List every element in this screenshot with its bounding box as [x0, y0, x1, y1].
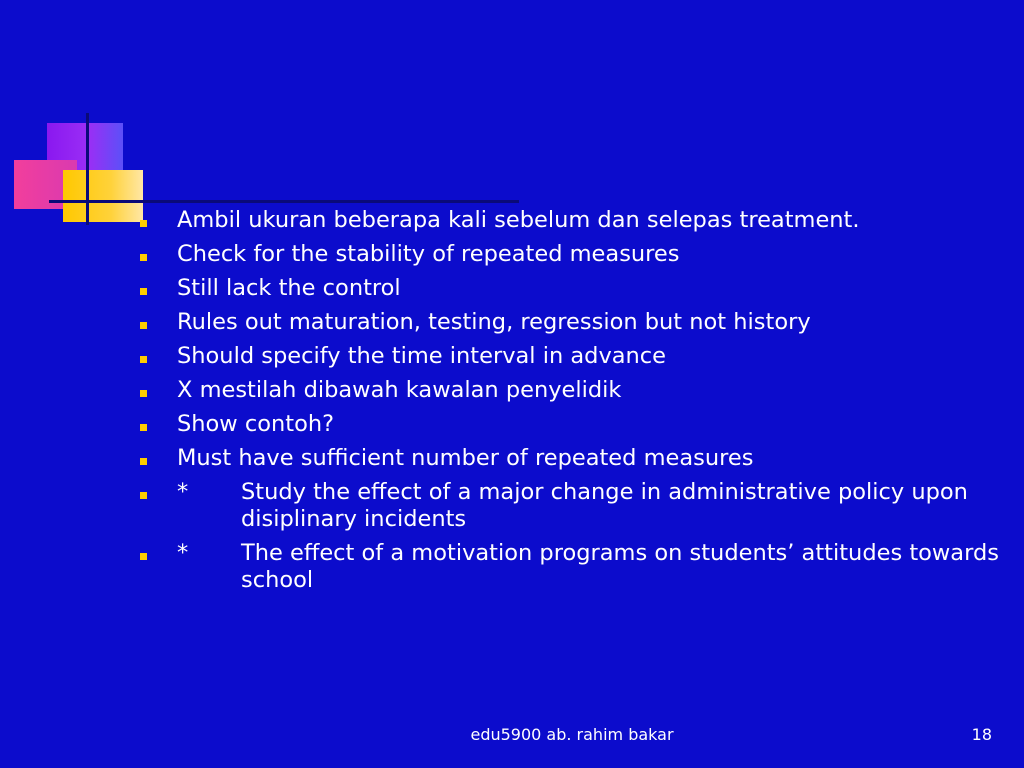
- example-row: [177, 479, 1000, 533]
- bullet-square-icon: [140, 553, 147, 560]
- slide-number: 18: [971, 725, 992, 744]
- bullet-square-icon: [140, 492, 147, 499]
- bullet-item: [140, 445, 1000, 472]
- bullet-item-example: [140, 479, 1000, 533]
- decorative-yellow-square: [63, 170, 143, 222]
- bullet-item: [140, 309, 1000, 336]
- example-text: The effect of a motivation programs on students’ attitudes towards school: [241, 540, 999, 593]
- decorative-vertical-line: [86, 113, 89, 225]
- bullet-square-icon: [140, 356, 147, 363]
- bullet-square-icon: [140, 424, 147, 431]
- bullet-text: Check for the stability of repeated measures: [177, 241, 680, 267]
- asterisk-marker: *: [177, 479, 189, 505]
- bullet-text: Ambil ukuran beberapa kali sebelum dan selepas treatment.: [177, 207, 860, 233]
- bullet-text: Should specify the time interval in advance: [177, 343, 667, 369]
- bullet-square-icon: [140, 220, 147, 227]
- bullet-square-icon: [140, 288, 147, 295]
- bullet-item-example: [140, 540, 1000, 594]
- bullet-text: Must have sufficient number of repeated measures: [177, 445, 754, 471]
- bullet-text: Show contoh?: [177, 411, 335, 437]
- bullet-list: [140, 207, 1000, 601]
- bullet-item: [140, 411, 1000, 438]
- bullet-item: [140, 207, 1000, 234]
- example-text: Study the effect of a major change in administrative policy upon disiplinary incidents: [241, 479, 968, 532]
- bullet-item: [140, 241, 1000, 268]
- decorative-horizontal-line: [49, 200, 519, 203]
- bullet-square-icon: [140, 322, 147, 329]
- bullet-text: Still lack the control: [177, 275, 401, 301]
- bullet-square-icon: [140, 458, 147, 465]
- bullet-item: [140, 377, 1000, 404]
- asterisk-marker: *: [177, 540, 189, 566]
- footer-text: edu5900 ab. rahim bakar: [470, 725, 674, 744]
- bullet-item: [140, 343, 1000, 370]
- bullet-text: X mestilah dibawah kawalan penyelidik: [177, 377, 622, 403]
- bullet-square-icon: [140, 390, 147, 397]
- bullet-square-icon: [140, 254, 147, 261]
- bullet-item: [140, 275, 1000, 302]
- example-row: [177, 540, 1000, 594]
- bullet-text: Rules out maturation, testing, regression but not history: [177, 309, 811, 335]
